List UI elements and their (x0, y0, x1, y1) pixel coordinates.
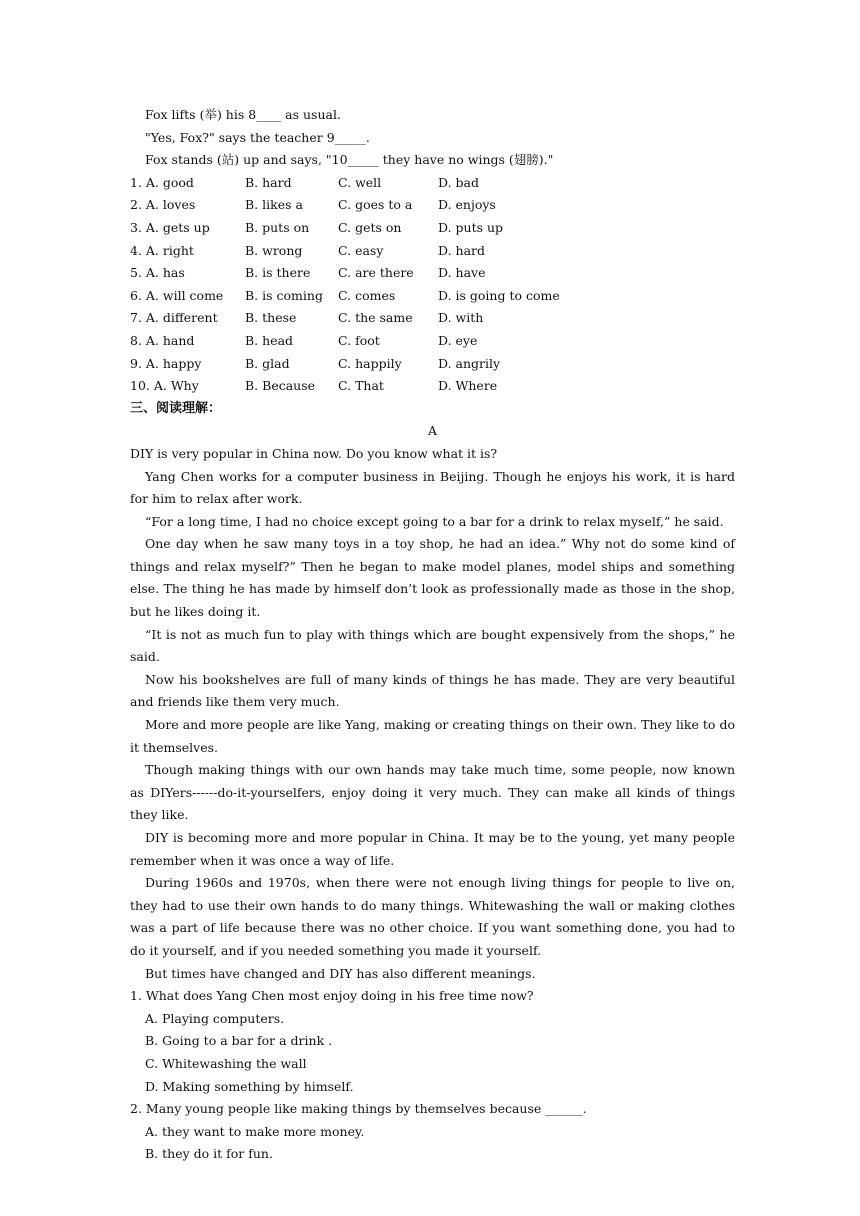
option-c: C. are there (338, 265, 414, 281)
question-option: A. they want to make more money. (145, 1123, 365, 1139)
option-d: D. angrily (438, 355, 501, 371)
passage-paragraph: More and more people are like Yang, making or creating things on their own. They like to do it themselves. (130, 717, 735, 755)
option-row (130, 330, 735, 353)
passage-paragraph: “For a long time, I had no choice except going to a bar for a drink to relax myself,” he said. (145, 513, 724, 529)
passage-paragraph: DIY is becoming more and more popular in China. It may be to the young, yet many people remember when it was once a way of life. (130, 830, 735, 868)
option-a: 10. A. Why (130, 378, 199, 394)
question-stem: 1. What does Yang Chen most enjoy doing in his free time now? (130, 988, 534, 1004)
option-c: C. comes (338, 287, 396, 303)
passage-title: A (427, 423, 438, 439)
option-c: C. goes to a (338, 197, 413, 213)
option-a: 1. A. good (130, 174, 194, 190)
option-c: C. happily (338, 355, 402, 371)
option-b: B. Because (245, 378, 316, 394)
option-a: 6. A. will come (130, 287, 224, 303)
option-a: 3. A. gets up (130, 219, 210, 235)
question-option: B. they do it for fun. (145, 1146, 273, 1162)
document-content (130, 104, 735, 1166)
question-option: B. Going to a bar for a drink . (145, 1033, 333, 1049)
option-d: D. eye (438, 332, 478, 348)
option-d: D. hard (438, 242, 486, 258)
passage-paragraph: But times have changed and DIY has also different meanings. (145, 965, 536, 981)
option-a: 4. A. right (130, 242, 194, 258)
option-c: C. easy (338, 242, 384, 258)
question-option: D. Making something by himself. (145, 1078, 354, 1094)
option-a: 9. A. happy (130, 355, 202, 371)
passage-paragraph: “It is not as much fun to play with things which are bought expensively from the shops,” he said. (130, 626, 735, 665)
story-line: Fox stands (站) up and says, "10_____ they have no wings (翅膀)." (145, 152, 554, 168)
option-d: D. enjoys (438, 197, 496, 213)
option-d: D. with (438, 310, 484, 326)
option-d: D. bad (438, 174, 479, 190)
option-a: 5. A. has (130, 265, 185, 281)
option-b: B. head (245, 332, 294, 348)
option-b: B. is coming (245, 287, 323, 303)
option-c: C. That (338, 378, 384, 394)
option-b: B. these (245, 310, 297, 326)
question-option: A. Playing computers. (145, 1010, 285, 1026)
option-a: 8. A. hand (130, 332, 195, 348)
story-line: "Yes, Fox?" says the teacher 9_____. (145, 129, 370, 145)
option-c: C. foot (338, 332, 380, 348)
passage-paragraph: During 1960s and 1970s, when there were not enough living things for people to live on, they had to use their own hands to do many things. Whitewashing the wall or making clothes was a part of life because there was no other choice. If you want something done, you had to do it yourself, and if you needed something you made it yourself. (130, 875, 735, 958)
option-row (130, 262, 735, 285)
question-option: C. Whitewashing the wall (145, 1055, 307, 1071)
passage-paragraph: Now his bookshelves are full of many kinds of things he has made. They are very beautiful and friends like them very much. (130, 671, 735, 710)
option-row (130, 353, 735, 376)
option-row (130, 194, 735, 217)
option-c: C. gets on (338, 219, 402, 235)
option-d: D. have (438, 265, 486, 281)
option-b: B. likes a (245, 197, 303, 213)
cloze-options (130, 172, 735, 398)
passage-paragraph: Though making things with our own hands may take much time, some people, now known as DIYers------do-it-yourselfers, enjoy doing it very much. They can make all kinds of things they like. (130, 762, 735, 823)
section-title: 三、阅读理解： (130, 400, 222, 416)
option-b: B. puts on (245, 219, 310, 235)
option-b: B. hard (245, 174, 292, 190)
option-d: D. Where (438, 378, 498, 394)
passage-intro: DIY is very popular in China now. Do you know what it is? (130, 445, 498, 461)
passage-paragraph: Yang Chen works for a computer business in Beijing. Though he enjoys his work, it is hard for him to relax after work. (130, 468, 735, 507)
question-stem: 2. Many young people like making things by themselves because ______. (130, 1101, 587, 1117)
passage-paragraph: One day when he saw many toys in a toy shop, he had an idea.” Why not do some kind of things and relax myself?” Then he began to make model planes, model ships and something else. The thing he has made by himself don’t look as professionally made as those in the shop, but he likes doing it. (130, 536, 735, 620)
option-row (130, 375, 735, 398)
option-d: D. puts up (438, 219, 504, 235)
option-a: 7. A. different (130, 310, 218, 326)
option-row (130, 172, 735, 195)
option-d: D. is going to come (438, 287, 560, 303)
option-b: B. wrong (245, 242, 303, 258)
option-row (130, 307, 735, 330)
option-c: C. well (338, 174, 382, 190)
option-b: B. glad (245, 355, 290, 371)
option-c: C. the same (338, 310, 413, 326)
story-line: Fox lifts (举) his 8____ as usual. (145, 107, 341, 122)
option-row (130, 285, 735, 308)
option-a: 2. A. loves (130, 197, 196, 213)
option-b: B. is there (245, 265, 311, 281)
option-row (130, 217, 735, 240)
option-row (130, 240, 735, 263)
